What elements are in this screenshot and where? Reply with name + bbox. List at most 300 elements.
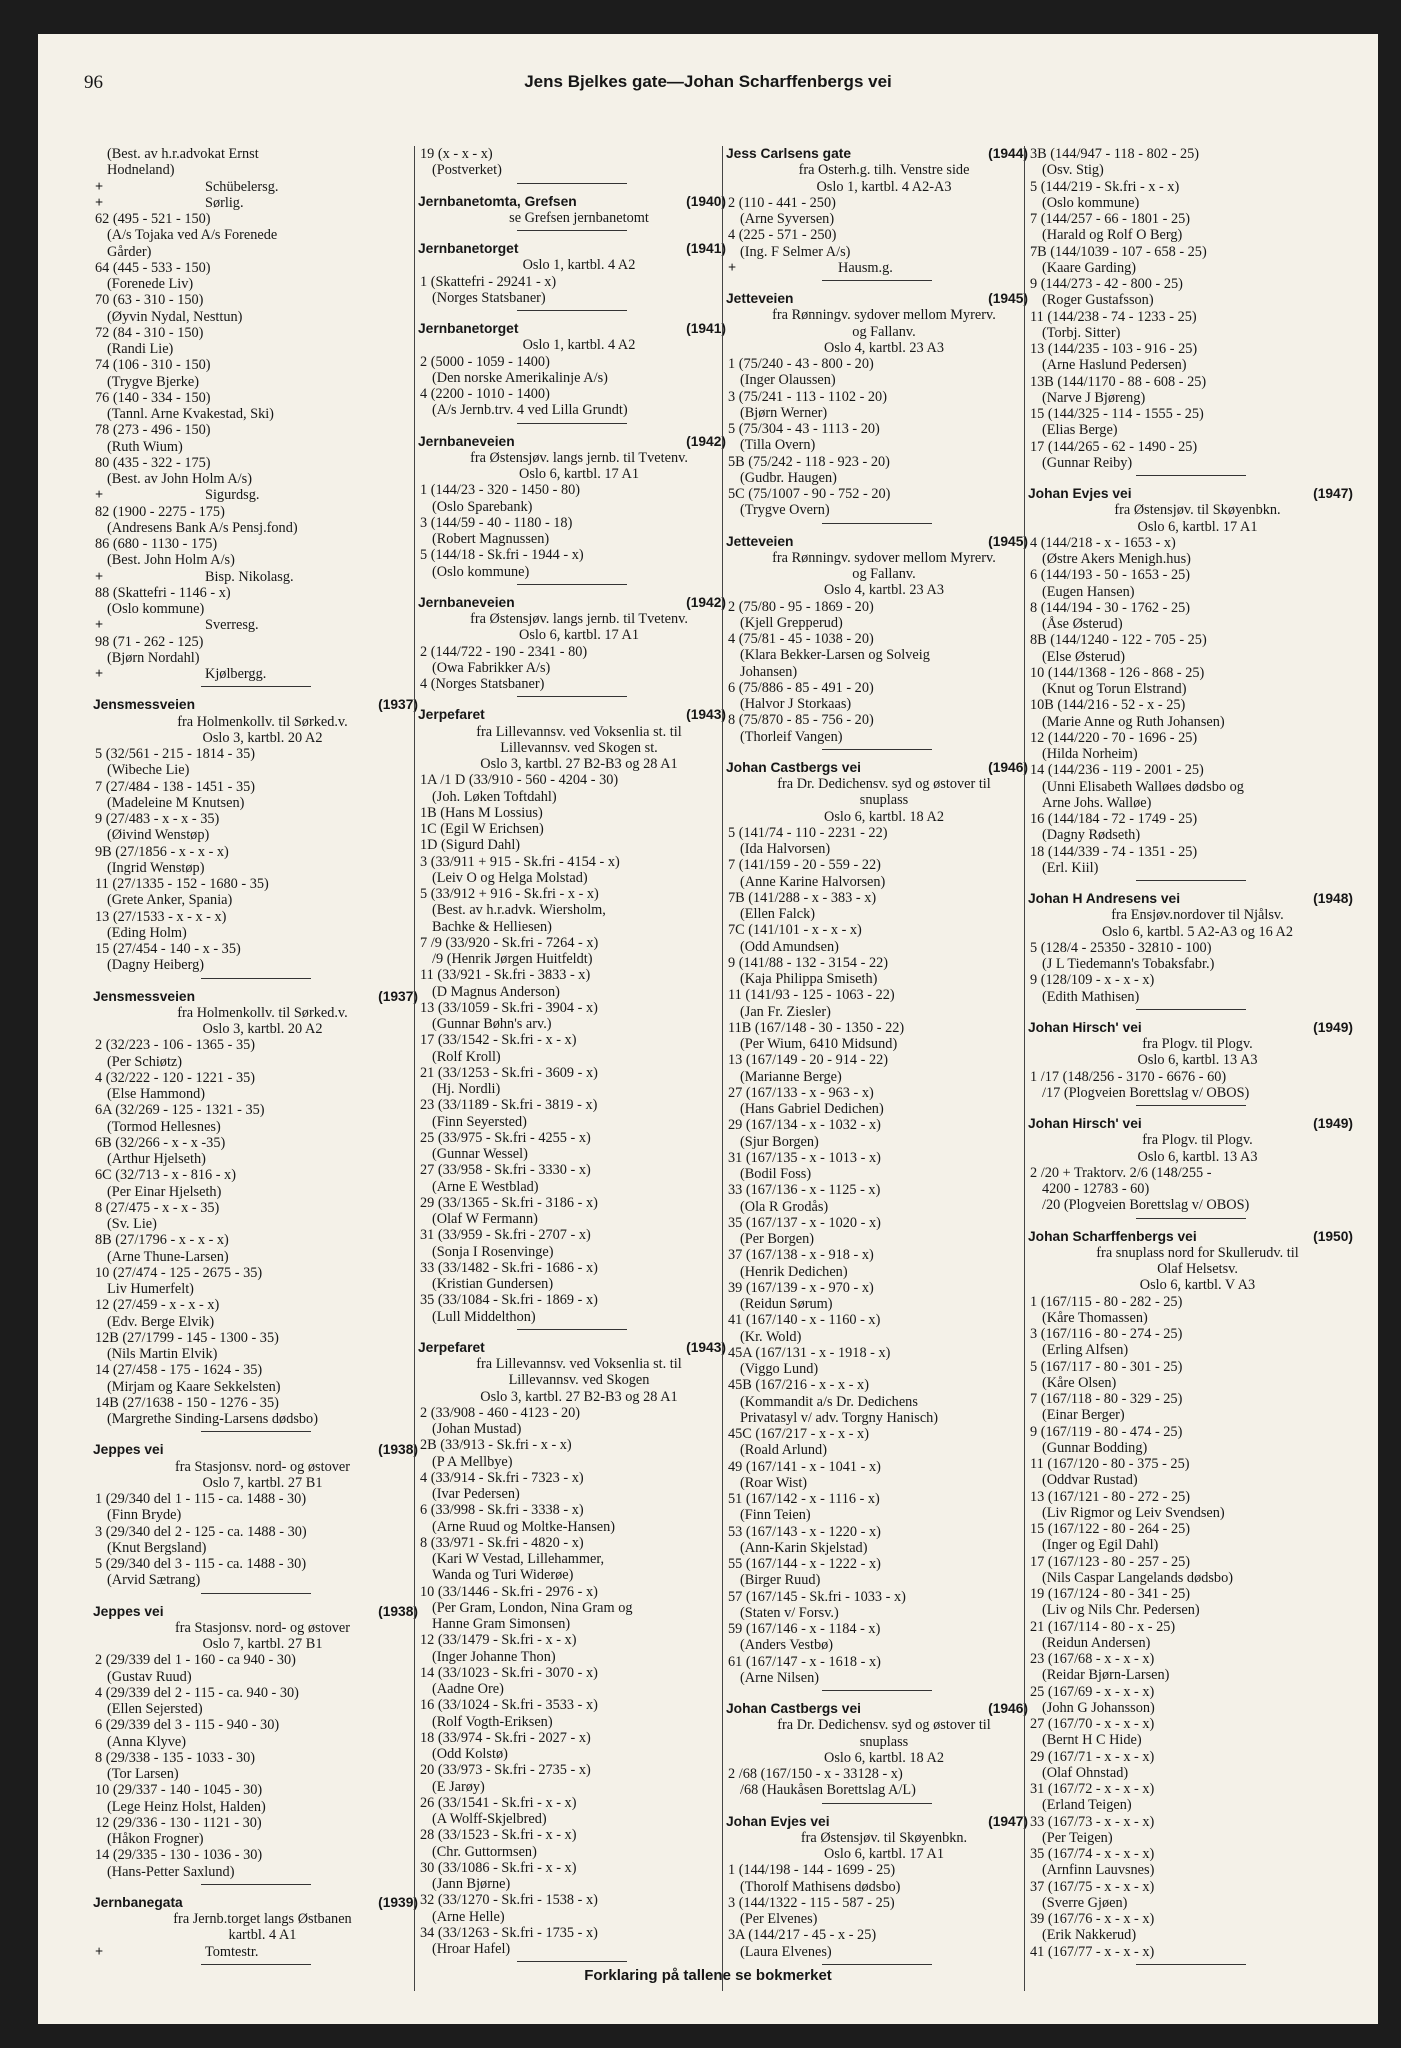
section-rule bbox=[822, 1690, 932, 1691]
owner-line: (Per Borgen) bbox=[740, 1231, 814, 1247]
property-line: 61 (167/147 - x - 1618 - x) bbox=[728, 1653, 881, 1670]
street-name: Jess Carlsens gate bbox=[726, 146, 852, 161]
owner-line: (Arne Thune-Larsen) bbox=[107, 1248, 229, 1265]
street-description: Oslo 6, kartbl. 17 A1 bbox=[519, 627, 639, 644]
owner-line: (Robert Magnussen) bbox=[432, 531, 550, 547]
section-rule bbox=[201, 1593, 311, 1594]
owner-line: (Nils Caspar Langelands dødsbo) bbox=[1042, 1569, 1233, 1586]
street-name: Jetteveien bbox=[726, 291, 794, 306]
street-block bbox=[418, 321, 726, 424]
street-heading bbox=[1028, 1229, 1353, 1245]
owner-line: (Knut og Torun Elstrand) bbox=[1042, 681, 1187, 697]
owner-line: (Halvor J Storkaas) bbox=[740, 696, 852, 712]
owner-line: (Sverre Gjøen) bbox=[1042, 1894, 1128, 1911]
street-name: Jerpefaret bbox=[418, 1339, 485, 1355]
street-year: (1942) bbox=[686, 594, 726, 610]
owner-line: (Inger Olaussen) bbox=[740, 372, 836, 389]
owner-line: (Erik Nakkerud) bbox=[1042, 1927, 1137, 1944]
street-block bbox=[1028, 1020, 1353, 1106]
street-heading bbox=[93, 989, 418, 1005]
owner-line: (Ola R Grodås) bbox=[740, 1198, 829, 1215]
property-line: 15 (167/122 - 80 - 264 - 25) bbox=[1030, 1521, 1191, 1537]
street-description: Oslo 6, kartbl. 13 A3 bbox=[1137, 1052, 1258, 1069]
property-line: 8 (33/971 - Sk.fri - 4820 - x) bbox=[420, 1534, 584, 1551]
street-description: fra Stasjonsv. nord- og østover bbox=[175, 1619, 350, 1636]
street-description: fra Østensjøv. langs jernb. til Tvetenv. bbox=[470, 611, 688, 627]
owner-line: (Finn Bryde) bbox=[107, 1507, 182, 1524]
property-line: 29 (167/71 - x - x - x) bbox=[1030, 1748, 1155, 1765]
property-line: 33 (167/73 - x - x - x) bbox=[1030, 1813, 1155, 1830]
section-rule bbox=[201, 1884, 311, 1885]
property-line: 19 (167/124 - 80 - 341 - 25) bbox=[1030, 1586, 1191, 1602]
owner-line: (Håkon Frogner) bbox=[107, 1831, 204, 1847]
property-line: 3A (144/217 - 45 - x - 25) bbox=[728, 1927, 877, 1944]
owner-line: (Jan Fr. Ziesler) bbox=[740, 1003, 831, 1020]
street-name: Jeppes vei bbox=[93, 1603, 164, 1619]
street-heading bbox=[726, 146, 1028, 162]
street-year: (1945) bbox=[988, 291, 1028, 306]
cross-street-name: Schübelersg. bbox=[205, 178, 279, 195]
section-rule bbox=[517, 1329, 627, 1330]
intersection-icon: + bbox=[95, 568, 104, 585]
property-line: 13 (144/235 - 103 - 916 - 25) bbox=[1030, 341, 1198, 357]
owner-line: (Rolf Kroll) bbox=[432, 1048, 501, 1065]
column-3 bbox=[726, 146, 1028, 1991]
owner-line: (Kåre Olsen) bbox=[1042, 1374, 1117, 1391]
property-line: 12B (27/1799 - 145 - 1300 - 35) bbox=[95, 1329, 279, 1346]
street-year: (1947) bbox=[988, 1813, 1028, 1829]
street-description: Oslo 6, kartbl. 18 A2 bbox=[824, 1749, 944, 1766]
entry-list bbox=[418, 1405, 726, 1958]
property-line: 8 (27/475 - x - x - 35) bbox=[95, 1199, 220, 1216]
owner-line: (Postverket) bbox=[432, 162, 502, 179]
street-description: fra Plogv. til Plogv. bbox=[1142, 1036, 1253, 1052]
cross-street-name: Bisp. Nikolasg. bbox=[205, 568, 294, 585]
street-heading bbox=[1028, 1020, 1353, 1036]
section-rule bbox=[1136, 880, 1246, 881]
owner-line: (Dagny Rødseth) bbox=[1042, 827, 1141, 844]
owner-line: (Sv. Lie) bbox=[107, 1216, 157, 1232]
owner-line: (Hans Gabriel Dedichen) bbox=[740, 1101, 884, 1117]
property-line: 5B (75/242 - 118 - 923 - 20) bbox=[728, 453, 890, 470]
owner-line: (Best. av h.r.advk. Wiersholm, bbox=[432, 902, 606, 919]
owner-line: (Rolf Vogth-Eriksen) bbox=[432, 1713, 553, 1730]
property-line: 5C (75/1007 - 90 - 752 - 20) bbox=[728, 486, 891, 502]
property-line: 2 (110 - 441 - 250) bbox=[728, 194, 836, 211]
owner-line: (Gustav Ruud) bbox=[107, 1668, 192, 1685]
owner-line: (Bodil Foss) bbox=[740, 1166, 812, 1182]
property-line: 25 (33/975 - Sk.fri - 4255 - x) bbox=[420, 1129, 591, 1146]
owner-line: (Kjell Grepperud) bbox=[740, 614, 843, 631]
intersection-icon: + bbox=[95, 194, 104, 211]
property-line: 13B (144/1170 - 88 - 608 - 25) bbox=[1030, 373, 1207, 390]
street-heading bbox=[418, 595, 726, 611]
owner-line: (Reidar Bjørn-Larsen) bbox=[1042, 1667, 1170, 1684]
owner-line: (Østre Akers Menigh.hus) bbox=[1042, 551, 1191, 567]
owner-line: (Tilla Overn) bbox=[740, 437, 816, 454]
street-description: fra Dr. Dedichensv. syd og østover til bbox=[777, 776, 991, 792]
owner-line: (Edv. Berge Elvik) bbox=[107, 1313, 215, 1330]
street-year: (1946) bbox=[988, 1701, 1028, 1716]
owner-line: (D Magnus Anderson) bbox=[432, 983, 560, 1000]
property-line: 13 (27/1533 - x - x - x) bbox=[95, 908, 227, 925]
street-description: Oslo 4, kartbl. 23 A3 bbox=[824, 582, 944, 599]
property-line: 13 (167/149 - 20 - 914 - 22) bbox=[728, 1052, 889, 1069]
street-year: (1940) bbox=[686, 193, 726, 209]
property-line: 3 (144/59 - 40 - 1180 - 18) bbox=[420, 514, 573, 531]
property-line: 3 (167/116 - 80 - 274 - 25) bbox=[1030, 1326, 1183, 1342]
property-line: 6 (33/998 - Sk.fri - 3338 - x) bbox=[420, 1502, 584, 1519]
owner-line: (Narve J Bjøreng) bbox=[1042, 389, 1146, 406]
property-line: 3 (29/340 del 2 - 125 - ca. 1488 - 30) bbox=[95, 1523, 307, 1540]
column-1 bbox=[93, 146, 418, 1991]
owner-line: (Bernt H C Hide) bbox=[1042, 1732, 1142, 1749]
owner-line: (Elias Berge) bbox=[1042, 422, 1118, 439]
street-year: (1942) bbox=[686, 433, 726, 449]
owner-line: (Arthur Hjelseth) bbox=[107, 1151, 206, 1167]
street-description: Oslo 6, kartbl. 17 A1 bbox=[1137, 518, 1258, 535]
street-year: (1945) bbox=[988, 533, 1028, 549]
property-line: 9 (128/109 - x - x - x) bbox=[1030, 972, 1155, 989]
owner-line: (Kr. Wold) bbox=[740, 1328, 802, 1345]
street-block bbox=[93, 1442, 418, 1593]
street-description: Oslo 6, kartbl. 17 A1 bbox=[519, 466, 639, 482]
owner-line: (E Jarøy) bbox=[432, 1778, 485, 1795]
street-description: Lillevannsv. ved Skogen bbox=[508, 1372, 650, 1389]
section-rule bbox=[822, 280, 932, 281]
column-divider bbox=[414, 146, 415, 1991]
property-line: 41 (167/140 - x - 1160 - x) bbox=[728, 1312, 881, 1329]
owner-line: (Marianne Berge) bbox=[740, 1068, 842, 1085]
property-line: 28 (33/1523 - Sk.fri - x - x) bbox=[420, 1827, 577, 1844]
column-2 bbox=[418, 146, 726, 1991]
entry-list bbox=[1028, 1165, 1353, 1214]
owner-line: (Liv og Nils Chr. Pedersen) bbox=[1042, 1602, 1200, 1619]
owner-line: (Thorleif Vangen) bbox=[740, 728, 843, 745]
cross-street bbox=[93, 1944, 418, 1960]
street-name: Johan Castbergs vei bbox=[726, 759, 861, 775]
entry-list bbox=[726, 356, 1028, 519]
owner-line: (Tormod Hellesnes) bbox=[107, 1118, 221, 1135]
street-year: (1950) bbox=[1313, 1228, 1353, 1244]
owner-line: (Ingrid Wenstøp) bbox=[107, 859, 205, 876]
owner-line: (Kaja Philippa Smiseth) bbox=[740, 971, 878, 987]
owner-line: (Reidun Sørum) bbox=[740, 1296, 833, 1312]
street-heading bbox=[726, 1701, 1028, 1717]
street-name: Jernbanegata bbox=[93, 1894, 183, 1910]
street-year: (1938) bbox=[378, 1603, 418, 1619]
entry-list bbox=[93, 1652, 418, 1880]
street-block bbox=[726, 1701, 1028, 1804]
property-line: 41 (167/77 - x - x - x) bbox=[1030, 1943, 1155, 1960]
owner-line: (A Wolff-Skjelbred) bbox=[432, 1811, 547, 1827]
property-line: 2 /20 + Traktorv. 2/6 (148/255 - bbox=[1030, 1164, 1212, 1181]
owner-line: Johansen) bbox=[740, 663, 798, 680]
street-block bbox=[726, 534, 1028, 750]
continued-block bbox=[93, 146, 418, 687]
owner-line: (Kari W Vestad, Lillehammer, bbox=[432, 1551, 605, 1567]
street-description: Oslo 7, kartbl. 27 B1 bbox=[202, 1636, 323, 1652]
entry-list bbox=[418, 772, 726, 1325]
street-heading bbox=[418, 241, 726, 257]
property-line: 57 (167/145 - Sk.fri - 1033 - x) bbox=[728, 1588, 906, 1605]
street-heading bbox=[726, 1814, 1028, 1830]
street-name: Jernbanetorget bbox=[418, 241, 519, 256]
intersection-icon: + bbox=[728, 259, 737, 276]
property-line: 9 (141/88 - 132 - 3154 - 22) bbox=[728, 954, 889, 971]
street-description: Oslo 3, kartbl. 27 B2-B3 og 28 A1 bbox=[480, 756, 678, 772]
street-block bbox=[418, 241, 726, 311]
cross-street bbox=[93, 569, 418, 585]
street-block bbox=[726, 1814, 1028, 1965]
property-line: 2 (144/722 - 190 - 2341 - 80) bbox=[420, 643, 588, 660]
street-name: Jerpefaret bbox=[418, 707, 485, 723]
owner-line: (Kommandit a/s Dr. Dedichens bbox=[740, 1393, 918, 1410]
owner-line: Gårder) bbox=[107, 243, 152, 260]
property-line: 29 (167/134 - x - 1032 - x) bbox=[728, 1117, 881, 1134]
property-line: 6 (75/886 - 85 - 491 - 20) bbox=[728, 679, 874, 696]
property-line: 12 (27/459 - x - x - x) bbox=[95, 1297, 220, 1314]
street-block bbox=[1028, 486, 1353, 881]
page-number: 96 bbox=[84, 72, 103, 93]
entry-list bbox=[726, 1766, 1028, 1799]
owner-line: /68 (Haukåsen Borettslag A/L) bbox=[740, 1782, 916, 1799]
owner-line: Hanne Gram Simonsen) bbox=[432, 1616, 571, 1632]
property-line: 1D (Sigurd Dahl) bbox=[420, 837, 521, 854]
street-description: fra Dr. Dedichensv. syd og østover til bbox=[777, 1717, 991, 1734]
owner-line: (Norges Statsbaner) bbox=[432, 289, 546, 306]
street-description: fra Holmenkollv. til Sørked.v. bbox=[177, 713, 348, 730]
property-line: 10 (33/1446 - Sk.fri - 2976 - x) bbox=[420, 1583, 598, 1600]
street-block bbox=[1028, 1229, 1353, 1965]
property-line: 3B (144/947 - 118 - 802 - 25) bbox=[1030, 146, 1200, 162]
street-description: Oslo 4, kartbl. 23 A3 bbox=[824, 339, 944, 356]
street-block bbox=[93, 989, 418, 1433]
property-line: 11 (27/1335 - 152 - 1680 - 35) bbox=[95, 876, 269, 892]
street-description: Oslo 1, kartbl. 4 A2 bbox=[522, 257, 636, 274]
directory-page bbox=[38, 34, 1378, 2024]
street-description: fra Holmenkollv. til Sørked.v. bbox=[177, 1004, 348, 1021]
street-name: Johan Hirsch' vei bbox=[1028, 1116, 1142, 1131]
owner-line: (Arne Nilsen) bbox=[740, 1669, 820, 1686]
entry-list bbox=[93, 746, 418, 974]
street-name: Jernbanetorget bbox=[418, 321, 519, 336]
street-year: (1947) bbox=[1313, 486, 1353, 501]
owner-line: (Laura Elvenes) bbox=[740, 1943, 832, 1960]
owner-line: Wanda og Turi Widerøe) bbox=[432, 1567, 574, 1584]
street-description: snuplass bbox=[859, 1733, 909, 1750]
street-description: fra Rønningv. sydover mellom Myrerv. bbox=[772, 307, 996, 324]
street-name: Jensmessveien bbox=[93, 988, 196, 1004]
section-rule bbox=[517, 183, 627, 184]
property-line: 27 (167/70 - x - x - x) bbox=[1030, 1716, 1155, 1732]
property-line: 1C (Egil W Erichsen) bbox=[420, 821, 544, 837]
street-block bbox=[726, 291, 1028, 524]
owner-line: (Ruth Wium) bbox=[107, 438, 183, 455]
street-description: Lillevannsv. ved Skogen st. bbox=[500, 739, 658, 756]
street-heading bbox=[418, 194, 726, 210]
property-line: 11 (167/120 - 80 - 375 - 25) bbox=[1030, 1456, 1190, 1472]
street-name: Jernbaneveien bbox=[418, 433, 515, 449]
owner-line: (Sjur Borgen) bbox=[740, 1133, 819, 1150]
entry-list bbox=[418, 354, 726, 419]
property-line: 5 (75/304 - 43 - 1113 - 20) bbox=[728, 421, 880, 437]
street-name: Johan Scharffenbergs vei bbox=[1028, 1228, 1197, 1244]
property-line: 5 (144/219 - Sk.fri - x - x) bbox=[1030, 178, 1180, 195]
property-line: 76 (140 - 334 - 150) bbox=[95, 389, 211, 406]
owner-line: (Else Østerud) bbox=[1042, 648, 1125, 665]
section-rule bbox=[517, 310, 627, 311]
owner-line: Arne Johs. Walløe) bbox=[1042, 794, 1152, 811]
street-name: Johan Evjes vei bbox=[1028, 486, 1132, 501]
owner-line: (Hroar Hafel) bbox=[432, 1941, 511, 1957]
property-line: 12 (33/1479 - Sk.fri - x - x) bbox=[420, 1632, 577, 1649]
owner-line: (Joh. Løken Toftdahl) bbox=[432, 788, 557, 805]
owner-line: (Viggo Lund) bbox=[740, 1361, 819, 1377]
owner-line: (Randi Lie) bbox=[107, 341, 174, 357]
entry-list bbox=[418, 146, 726, 179]
owner-line: (Gunnar Reiby) bbox=[1042, 454, 1133, 471]
property-line: 19 (x - x - x) bbox=[420, 146, 493, 162]
owner-line: (John G Johansson) bbox=[1042, 1699, 1155, 1716]
owner-line: (Finn Teien) bbox=[740, 1507, 811, 1524]
owner-line: (Finn Seyersted) bbox=[432, 1113, 527, 1130]
owner-line: (Oddvar Rustad) bbox=[1042, 1472, 1138, 1489]
owner-line: (Øivind Wenstøp) bbox=[107, 827, 210, 844]
property-line: 88 (Skattefri - 1146 - x) bbox=[95, 584, 231, 601]
street-year: (1938) bbox=[378, 1442, 418, 1458]
property-line: 1 /17 (148/256 - 3170 - 6676 - 60) bbox=[1030, 1068, 1227, 1085]
owner-line: (Tor Larsen) bbox=[107, 1766, 179, 1782]
street-year: (1943) bbox=[686, 1339, 726, 1355]
property-line: 39 (167/76 - x - x - x) bbox=[1030, 1911, 1155, 1927]
property-line: 7 (141/159 - 20 - 559 - 22) bbox=[728, 857, 881, 874]
property-line: 7B (144/1039 - 107 - 658 - 25) bbox=[1030, 243, 1207, 260]
owner-line: /17 (Plogveien Borettslag v/ OBOS) bbox=[1042, 1084, 1250, 1101]
owner-line: (Marie Anne og Ruth Johansen) bbox=[1042, 713, 1225, 730]
property-line: 2 (5000 - 1059 - 1400) bbox=[420, 353, 550, 370]
property-line: 26 (33/1541 - Sk.fri - x - x) bbox=[420, 1794, 577, 1811]
section-rule bbox=[517, 230, 627, 231]
owner-line: Hodneland) bbox=[107, 162, 175, 179]
property-line: 29 (33/1365 - Sk.fri - 3186 - x) bbox=[420, 1194, 598, 1211]
property-line: 8 (29/338 - 135 - 1033 - 30) bbox=[95, 1749, 256, 1766]
property-line: 23 (167/68 - x - x - x) bbox=[1030, 1651, 1155, 1667]
street-description: fra Østensjøv. til Skøyenbkn. bbox=[800, 1829, 968, 1846]
section-rule bbox=[517, 1961, 627, 1962]
property-line: 14B (27/1638 - 150 - 1276 - 35) bbox=[95, 1394, 279, 1411]
owner-line: (Anna Klyve) bbox=[107, 1733, 187, 1750]
entry-list bbox=[726, 825, 1028, 1686]
owner-line: (Birger Ruud) bbox=[740, 1572, 821, 1589]
section-rule bbox=[1136, 1105, 1246, 1106]
property-line: 4 (144/218 - x - 1653 - x) bbox=[1030, 534, 1176, 551]
intersection-icon: + bbox=[95, 617, 104, 634]
property-line: 17 (167/123 - 80 - 257 - 25) bbox=[1030, 1553, 1191, 1570]
owner-line: (Oslo Sparebank) bbox=[432, 498, 533, 515]
owner-line: (Oslo kommune) bbox=[1042, 194, 1140, 211]
entry-list bbox=[1028, 1069, 1353, 1102]
property-line: 25 (167/69 - x - x - x) bbox=[1030, 1683, 1155, 1700]
owner-line: (Erl. Kiil) bbox=[1042, 859, 1099, 876]
owner-line: /9 (Henrik Jørgen Huitfeldt) bbox=[432, 951, 593, 967]
street-description: Oslo 6, kartbl. 5 A2-A3 og 16 A2 bbox=[1101, 923, 1294, 940]
street-block bbox=[726, 760, 1028, 1691]
property-line: 1 (75/240 - 43 - 800 - 20) bbox=[728, 356, 874, 372]
street-description: Oslo 6, kartbl. 18 A2 bbox=[824, 808, 944, 825]
owner-line: (Reidun Andersen) bbox=[1042, 1634, 1151, 1651]
property-line: 5 (29/340 del 3 - 115 - ca. 1488 - 30) bbox=[95, 1556, 307, 1572]
street-name: Johan Castbergs vei bbox=[726, 1701, 861, 1716]
property-line: 37 (167/75 - x - x - x) bbox=[1030, 1878, 1155, 1895]
section-rule bbox=[1136, 475, 1246, 476]
property-line: 4 (2200 - 1010 - 1400) bbox=[420, 386, 550, 402]
owner-line: (Johan Mustad) bbox=[432, 1421, 522, 1437]
property-line: 6 (144/193 - 50 - 1653 - 25) bbox=[1030, 567, 1191, 584]
property-line: 9 (144/273 - 42 - 800 - 25) bbox=[1030, 276, 1183, 292]
owner-line: (Best. John Holm A/s) bbox=[107, 552, 235, 569]
owner-line: (Tannl. Arne Kvakestad, Ski) bbox=[107, 406, 274, 422]
property-line: 70 (63 - 310 - 150) bbox=[95, 292, 204, 309]
owner-line: (Owa Fabrikker A/s) bbox=[432, 659, 551, 676]
property-line: 5 (33/912 + 916 - Sk.fri - x - x) bbox=[420, 886, 599, 902]
property-line: 5 (144/18 - Sk.fri - 1944 - x) bbox=[420, 547, 584, 564]
street-block bbox=[418, 707, 726, 1330]
street-heading bbox=[1028, 891, 1353, 907]
street-description: fra Østensjøv. langs jernb. til Tvetenv. bbox=[470, 449, 688, 466]
property-line: 30 (33/1086 - Sk.fri - x - x) bbox=[420, 1859, 577, 1876]
property-line: 2 (75/80 - 95 - 1869 - 20) bbox=[728, 598, 874, 615]
owner-line: (Oslo kommune) bbox=[107, 601, 205, 617]
street-description: Oslo 3, kartbl. 20 A2 bbox=[202, 1021, 323, 1037]
property-line: 59 (167/146 - x - 1184 - x) bbox=[728, 1621, 881, 1637]
street-heading bbox=[93, 1442, 418, 1458]
street-heading bbox=[93, 1895, 418, 1911]
street-year: (1948) bbox=[1313, 891, 1353, 906]
street-year: (1949) bbox=[1313, 1116, 1353, 1131]
property-line: 74 (106 - 310 - 150) bbox=[95, 357, 211, 374]
property-line: 16 (144/184 - 72 - 1749 - 25) bbox=[1030, 811, 1198, 827]
owner-line: (Grete Anker, Spania) bbox=[107, 892, 233, 909]
street-heading bbox=[726, 291, 1028, 307]
property-line: 20 (33/973 - Sk.fri - 2735 - x) bbox=[420, 1762, 591, 1779]
property-line: 32 (33/1270 - Sk.fri - 1538 - x) bbox=[420, 1892, 598, 1909]
street-block bbox=[93, 1895, 418, 1965]
owner-line: (Leiv O og Helga Molstad) bbox=[432, 869, 588, 886]
property-line: 5 (141/74 - 110 - 2231 - 22) bbox=[728, 824, 888, 841]
property-line: 14 (33/1023 - Sk.fri - 3070 - x) bbox=[420, 1664, 598, 1681]
owner-line: (Odd Kolstø) bbox=[432, 1746, 508, 1762]
street-description: Oslo 3, kartbl. 27 B2-B3 og 28 A1 bbox=[480, 1388, 678, 1405]
cross-street-name: Sverresg. bbox=[205, 617, 259, 634]
property-line: 12 (29/336 - 130 - 1121 - 30) bbox=[95, 1814, 262, 1831]
owner-line: (Unni Elisabeth Walløes dødsbo og bbox=[1042, 778, 1244, 795]
property-line: 55 (167/144 - x - 1222 - x) bbox=[728, 1556, 881, 1572]
street-year: (1937) bbox=[378, 697, 418, 713]
owner-line: (Erling Alfsen) bbox=[1042, 1342, 1129, 1359]
street-year: (1946) bbox=[988, 759, 1028, 775]
owner-line: Liv Humerfelt) bbox=[107, 1281, 194, 1297]
property-line: 5 (167/117 - 80 - 301 - 25) bbox=[1030, 1358, 1183, 1375]
owner-line: (Knut Bergsland) bbox=[107, 1539, 207, 1556]
owner-line: (A/s Jernb.trv. 4 ved Lilla Grundt) bbox=[432, 402, 628, 419]
entry-list bbox=[726, 599, 1028, 745]
street-block bbox=[1028, 891, 1353, 1010]
entry-list bbox=[1028, 940, 1353, 1005]
column-divider bbox=[722, 146, 723, 1991]
owner-line: (Inger Johanne Thon) bbox=[432, 1648, 556, 1665]
property-line: 2B (33/913 - Sk.fri - x - x) bbox=[420, 1437, 572, 1454]
